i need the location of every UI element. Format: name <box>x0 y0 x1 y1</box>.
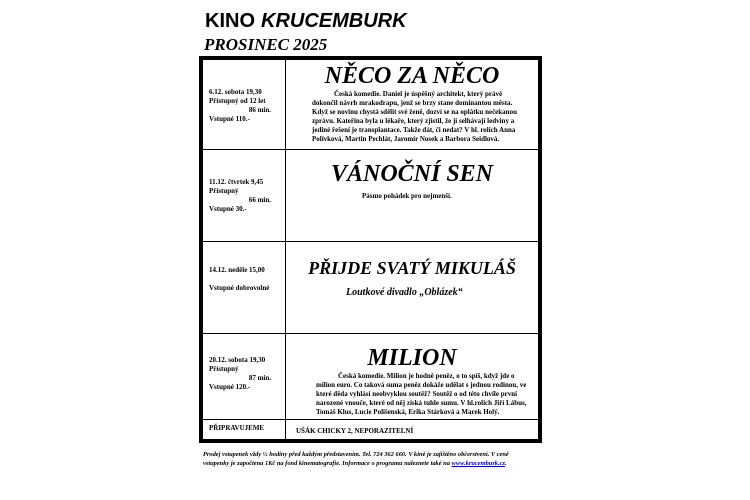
event-title: PŘIJDE SVATÝ MIKULÁŠ <box>308 257 516 278</box>
event-detail <box>286 149 541 241</box>
event-date: 20.12. sobota 19,30 <box>209 355 266 364</box>
event-access: Přístupný od 12 let <box>209 97 266 105</box>
event-info <box>201 333 286 419</box>
event-row <box>201 241 540 333</box>
website-link[interactable]: www.krucemburk.cz <box>451 460 505 467</box>
footer-text: Prodej vstupenek vždy ½ hodiny před každým představením. Tel. 724 362 660. V kině je zajištěno občerstvení. V ceně vstupenky je započtena 1Kč na fond kinematografie. Informace o programu naleznete také na <box>203 451 509 467</box>
event-title: NĚCO ZA NĚCO <box>324 63 500 89</box>
event-price: Vstupné 120.- <box>209 382 251 391</box>
event-info <box>201 58 286 149</box>
event-row <box>201 149 540 241</box>
cinema-title <box>205 10 407 33</box>
event-description: Česká komedie. Milion je hodně peněz, o to spíš, když jde o milion euro. Co taková suma peněz dokáže udělat s jednou rodinou, ve které děda vyhlásí neobvyklou soutěž? Soutěž o od této chvíle první narozené vnouče, které od něj získá tuhle sumu. V hl.rolích Jiří Lábus, Tomáš Klus, Lucie Polišenská, Erika Stárková a Marek Holý. <box>316 371 527 416</box>
event-price: Vstupné dobrovolné <box>209 283 270 292</box>
footer-end: . <box>504 460 507 467</box>
event-date: 6.12. sobota 19,30 <box>209 88 262 96</box>
upcoming-row <box>201 419 540 441</box>
event-title: MILION <box>367 344 457 371</box>
kino-label: KINO <box>205 10 255 32</box>
event-title: VÁNOČNÍ SEN <box>330 160 494 187</box>
event-price: Vstupné 110.- <box>209 115 250 123</box>
event-date: 14.12. neděle 15,00 <box>209 265 265 274</box>
event-access: Přístupný <box>209 186 239 195</box>
month-title: PROSINEC 2025 <box>204 35 328 54</box>
upcoming-value: UŠÁK CHICKY 2, NEPORAZITELNÍ <box>286 419 541 441</box>
event-info <box>201 149 286 241</box>
upcoming-label: PŘIPRAVUJEME <box>201 419 286 441</box>
event-detail <box>286 333 541 419</box>
program-table <box>199 56 542 443</box>
event-detail <box>286 241 541 333</box>
event-length: 86 min. <box>248 106 271 114</box>
event-description: Pásmo pohádek pro nejmenší. <box>362 191 452 200</box>
event-length: 87 min. <box>248 373 271 382</box>
event-description: Loutkové divadlo „Oblázek“ <box>346 286 463 298</box>
event-row <box>201 58 540 149</box>
event-info <box>201 241 286 333</box>
event-row <box>201 333 540 419</box>
event-price: Vstupné 30.- <box>209 204 247 213</box>
event-access: Přístupný <box>209 364 239 373</box>
event-detail <box>286 58 541 149</box>
footer-note <box>203 450 533 468</box>
event-description: Česká komedie. Daniel je úspěšný architekt, který právě dokončil návrh mrakodrapu, jenž se brzy stane dominantou města. Když se novinu chystá sdělit své ženě, dozví se na oplátku nečekanou zprávu. Kateřina byla u lékaře, který zjistil, že jí selhávají ledviny a jediné řešení je transplantace. Takže dát, či nedat? V hl. rolích Anna Polívková, Martin Pechlát, Jaromír Nosek a Barbora Seidlová. <box>312 90 517 143</box>
event-date: 11.12. čtvrtek 9,45 <box>209 177 264 186</box>
event-length: 66 min. <box>248 195 271 204</box>
town-name: KRUCEMBURK <box>261 10 407 32</box>
